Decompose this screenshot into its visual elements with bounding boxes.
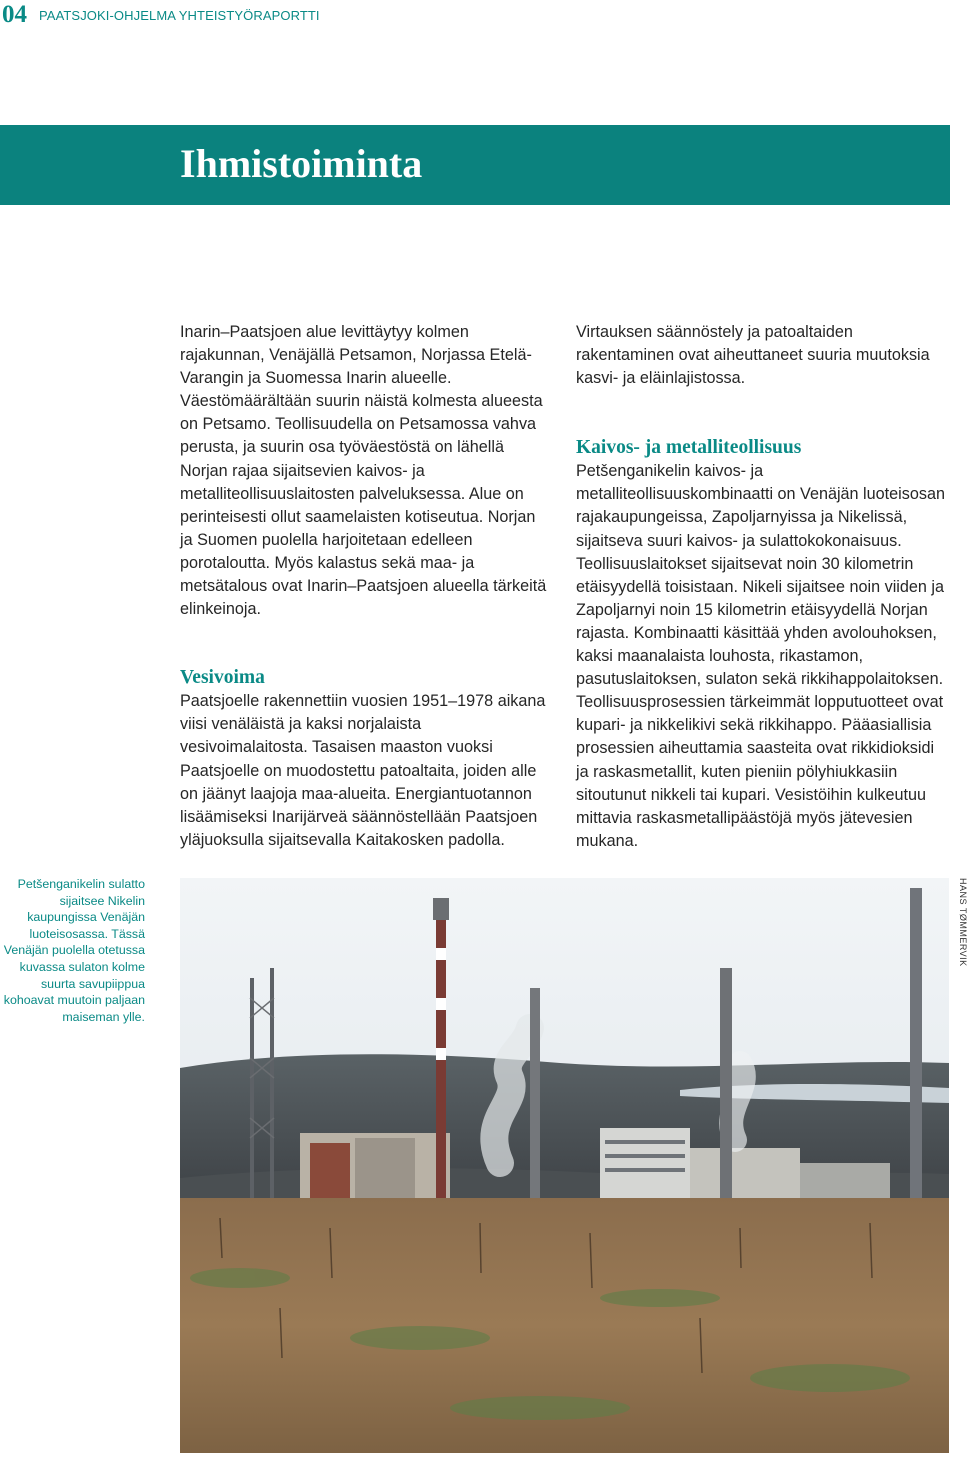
kaivos-paragraph: Petšenganikelin kaivos- ja metalliteollisuuskombinaatti on Venäjän luoteisosan rajakaupungeissa, Zapoljarnyissa ja Nikelissä, sijaitseva suuri kaivos- ja sulattokokonaisuus. Teollisuuslaitokset sijaitsevat noin 30 kilometrin etäisyydellä toisistaan. Nikeli sijaitsee noin viiden ja Zapoljarnyi noin 15 kilometrin etäisyydellä Norjan rajasta. Kombinaatti käsittää yhden avolouhoksen, kaksi maanalaista louhosta, rikastamon, pasutuslaitoksen, sulaton sekä rikkihappolaitoksen. Teollisuusprosessien tärkeimmät lopputuotteet ovat kupari- ja nikkelikivi sekä rikkihappo. Pääasiallisia prosessien aiheuttamia saasteita ovat rikkidioksidi ja raskasmetallit, kuten pieniin pölyhiukkasiin sitoutunut nikkeli tai kupari. Vesistöihin kulkeutuu mittavia raskasmetallipäästöjä myös jätevesien mukana. — [576, 462, 945, 850]
title-band — [0, 125, 950, 205]
page-title: Ihmistoiminta — [180, 141, 423, 186]
section-heading-kaivos: Kaivos- ja metalliteollisuus — [576, 437, 802, 459]
photo-caption: Petšenganikelin sulatto sijaitsee Nikelin kaupungissa Venäjän luoteisosassa. Tässä Venäjän puolella otetussa kuvassa sulaton kolme suurta savupiippua kohoavat muutoin paljaan maiseman ylle. — [3, 877, 145, 1024]
left-column — [180, 321, 552, 852]
vesivoima-paragraph: Paatsjoelle rakennettiin vuosien 1951–1978 aikana viisi venäläistä ja kaksi norjalaista vesivoimalaitosta. Tasaisen maaston vuoksi Paatsjoelle on muodostettu patoaltaita, joiden alle on jäänyt laajoja maa-alueita. Energiantuotannon lisäämiseksi Inarijärveä säännöstellään Paatsjoen yläjuoksulla sijaitsevalla Kaitakosken padolla. — [180, 692, 546, 849]
page-number: 04 — [2, 1, 27, 28]
publication-title: PAATSJOKI-OHJELMA YHTEISTYÖRAPORTTI — [39, 7, 320, 23]
intro-paragraph: Inarin–Paatsjoen alue levittäytyy kolmen rajakunnan, Venäjällä Petsamon, Norjassa Etelä-Varangin ja Suomessa Inarin alueelle. Väestömäärältään suurin näistä kolmesta alueesta on Petsamo. Teollisuudella on Petsamossa vahva perusta, ja suurin osa työväestöstä on lähellä Norjan rajaa sijaitsevien kaivos- ja metalliteollisuuslaitosten palveluksessa. Alue on perinteisesti ollut saamelaisten kotiseutua. Norjan ja Suomen puolella harjoitetaan edelleen porotaloutta. Myös kalastus sekä maa- ja metsätalous ovat Inarin–Paatsjoen alueella tärkeitä elinkeinoja. — [180, 323, 547, 619]
smelter-photo — [180, 878, 949, 1453]
right-column — [576, 321, 951, 853]
photo-credit: HANS TØMMERVIK — [958, 878, 968, 967]
continuation-paragraph: Virtauksen säännöstely ja patoaltaiden rakentaminen ovat aiheuttaneet suuria muutoksia kasvi- ja eläinlajistossa. — [576, 323, 930, 388]
section-heading-vesivoima: Vesivoima — [180, 667, 265, 689]
page-header — [2, 0, 320, 30]
